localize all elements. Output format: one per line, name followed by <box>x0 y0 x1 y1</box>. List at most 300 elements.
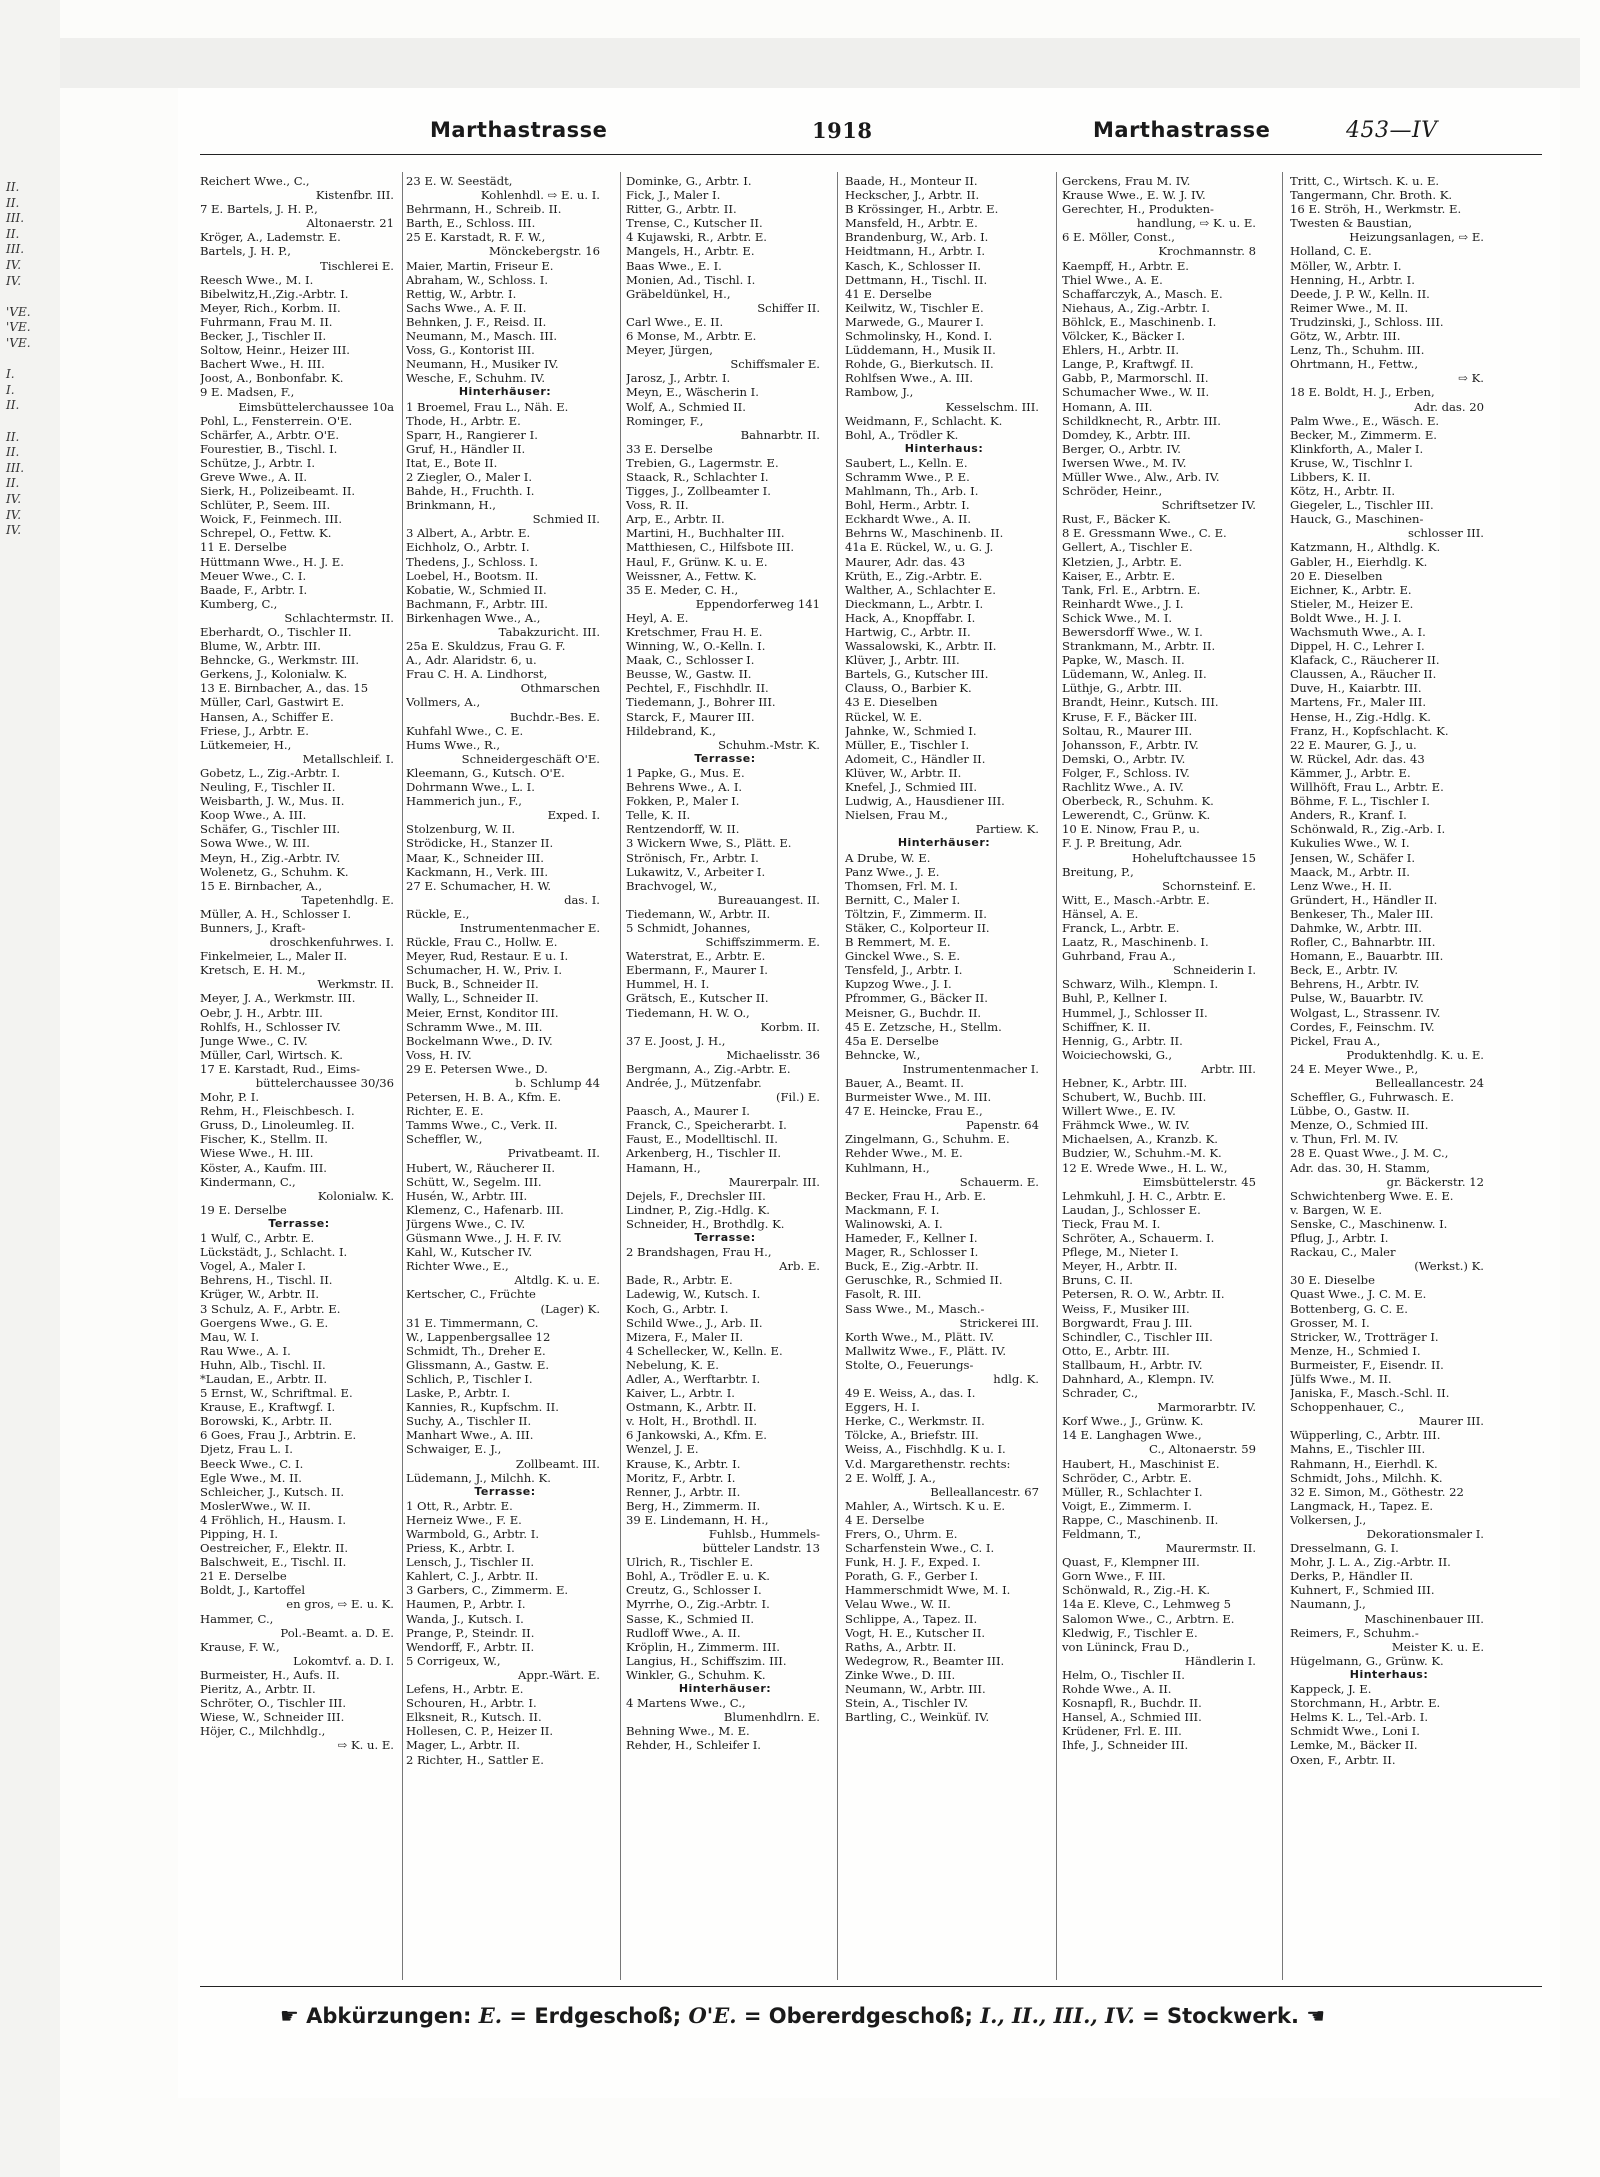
directory-entry: 4 Schellecker, W., Kelln. E. <box>626 1343 783 1358</box>
directory-entry: Bohl, Herm., Arbtr. I. <box>845 498 970 513</box>
directory-entry: Wesche, F., Schuhm. IV. <box>406 371 546 386</box>
directory-entry: Dohrmann Wwe., L. I. <box>406 780 535 795</box>
directory-entry: 41a E. Rückel, W., u. G. J. <box>845 540 994 555</box>
directory-entry: Borgwardt, Frau J. III. <box>1062 1315 1193 1330</box>
directory-entry: 43 E. Dieselben <box>845 695 938 710</box>
directory-entry-continuation: Schiffsmaler E. <box>730 357 820 372</box>
header-year: 1918 <box>812 118 873 143</box>
directory-entry: Bunners, J., Kraft- <box>200 920 306 935</box>
header-street-right: Marthastrasse <box>1093 118 1271 142</box>
directory-entry: Manhart Wwe., A. III. <box>406 1428 534 1443</box>
directory-entry: Heckscher, J., Arbtr. II. <box>845 188 980 203</box>
directory-entry: Menze, O., Schmied III. <box>1290 1118 1429 1133</box>
directory-entry: Goergens Wwe., G. E. <box>200 1315 329 1330</box>
directory-entry: Rahmann, H., Eierhdl. K. <box>1290 1456 1438 1471</box>
directory-entry: Voigt, E., Zimmerm. I. <box>1062 1498 1192 1513</box>
directory-entry: Domdey, K., Arbtr. III. <box>1062 427 1191 442</box>
directory-entry: Tigges, J., Zollbeamter I. <box>626 484 771 499</box>
directory-entry: Krause Wwe., E. W. J. IV. <box>1062 188 1206 203</box>
directory-entry: v. Thun, Frl. M. IV. <box>1290 1132 1399 1147</box>
directory-entry: Heidtmann, H., Arbtr. I. <box>845 244 986 259</box>
directory-entry: Winkler, G., Schuhm. K. <box>626 1667 766 1682</box>
directory-entry: Schouren, H., Arbtr. I. <box>406 1696 537 1711</box>
directory-entry: Eggers, H. I. <box>845 1400 920 1415</box>
directory-entry: Loebel, H., Bootsm. II. <box>406 568 539 583</box>
directory-entry-continuation: Pol.-Beamt. a. D. E. <box>280 1625 394 1640</box>
directory-entry: Bohl, A., Trödler E. u. K. <box>626 1569 770 1584</box>
directory-entry: Schäfer, G., Tischler III. <box>200 822 341 837</box>
directory-entry: Willert Wwe., E. IV. <box>1062 1104 1176 1119</box>
directory-entry: Ihfe, J., Schneider III. <box>1062 1738 1189 1753</box>
directory-entry-continuation: Lokomtvf. a. D. I. <box>293 1653 394 1668</box>
directory-entry: Schaffarczyk, A., Masch. E. <box>1062 286 1223 301</box>
directory-entry: Guhrband, Frau A., <box>1062 949 1176 964</box>
directory-entry: Schubert, W., Buchb. III. <box>1062 1090 1207 1105</box>
directory-entry: Rehder Wwe., M. E. <box>845 1146 963 1161</box>
directory-entry-continuation: Eimsbüttelerstr. 45 <box>1142 1174 1256 1189</box>
directory-entry: Benkeser, Th., Maler III. <box>1290 906 1434 921</box>
directory-entry: Trudzinski, J., Schloss. III. <box>1290 314 1444 329</box>
directory-entry: Hennig, G., Arbtr. II. <box>1062 1033 1183 1048</box>
directory-entry: Brandenburg, W., Arb. I. <box>845 230 989 245</box>
header-street-left: Marthastrasse <box>430 118 608 142</box>
directory-entry: Hildebrand, K., <box>626 723 716 738</box>
directory-entry: Bartling, C., Weinküf. IV. <box>845 1710 990 1725</box>
directory-entry-continuation: ⇨ K. u. E. <box>337 1738 394 1753</box>
directory-entry: Tiedemann, W., Arbtr. II. <box>626 906 771 921</box>
directory-entry: Brinkmann, H., <box>406 498 496 513</box>
directory-entry: 1 Ott, R., Arbtr. E. <box>406 1498 513 1513</box>
section-heading: Hinterhaus: <box>904 441 984 455</box>
directory-entry: Neumann, W., Arbtr. III. <box>845 1682 986 1697</box>
directory-entry-continuation: Michaelisstr. 36 <box>726 1047 820 1062</box>
directory-entry: Jahnke, W., Schmied I. <box>845 723 977 738</box>
directory-entry: Petersen, R. O. W., Arbtr. II. <box>1062 1287 1225 1302</box>
directory-entry: Saubert, L., Kelln. E. <box>845 455 968 470</box>
directory-entry: Papke, W., Masch. II. <box>1062 653 1185 668</box>
directory-entry: Lüddemann, H., Musik II. <box>845 343 996 358</box>
directory-entry: Neuling, F., Tischler II. <box>200 780 336 795</box>
directory-entry: Lenz Wwe., H. II. <box>1290 878 1392 893</box>
directory-entry: Dippel, H. C., Lehrer I. <box>1290 639 1425 654</box>
directory-entry: Koop Wwe., A. III. <box>200 808 307 823</box>
directory-entry: Mager, R., Schlosser I. <box>845 1245 979 1260</box>
directory-entry: Wendorff, F., Arbtr. II. <box>406 1639 535 1654</box>
directory-entry: Rust, F., Bäcker K. <box>1062 512 1171 527</box>
directory-entry: Gründert, H., Händler II. <box>1290 892 1438 907</box>
directory-entry: Iwersen Wwe., M. IV. <box>1062 455 1187 470</box>
directory-entry: Beck, E., Arbtr. IV. <box>1290 963 1399 978</box>
directory-entry: Herneiz Wwe., F. E. <box>406 1512 522 1527</box>
directory-entry: von Lüninck, Frau D., <box>1062 1639 1190 1654</box>
directory-entry: Barth, E., Schloss. III. <box>406 216 536 231</box>
directory-entry: Egle Wwe., M. II. <box>200 1470 302 1485</box>
directory-entry-continuation: Papenstr. 64 <box>966 1118 1039 1133</box>
directory-entry: Maack, M., Arbtr. II. <box>1290 864 1410 879</box>
directory-entry-continuation: Arbtr. III. <box>1200 1061 1256 1076</box>
directory-entry: Arp, E., Arbtr. II. <box>626 512 725 527</box>
directory-entry-continuation: Zollbeamt. III. <box>515 1456 600 1471</box>
directory-entry: Rohde, G., Bierkutsch. II. <box>845 357 994 372</box>
directory-entry: Hack, A., Knopffabr. I. <box>845 610 976 625</box>
margin-fragment: II. <box>6 445 20 460</box>
directory-entry: v. Holt, H., Brothdl. II. <box>626 1414 758 1429</box>
directory-entry-continuation: Maurerpalr. III. <box>728 1174 820 1189</box>
directory-entry-continuation: Schriftsetzer IV. <box>1161 498 1256 513</box>
directory-entry-continuation: Altdlg. K. u. E. <box>514 1273 600 1288</box>
directory-entry: Bergmann, A., Zig.-Arbtr. E. <box>626 1061 791 1076</box>
directory-entry: Rudloff Wwe., A. II. <box>626 1625 741 1640</box>
directory-entry: Buck, E., Zig.-Arbtr. II. <box>845 1259 979 1274</box>
directory-entry: Claussen, A., Räucher II. <box>1290 667 1437 682</box>
directory-entry: Lenz, Th., Schuhm. III. <box>1290 343 1425 358</box>
directory-entry: Strönisch, Fr., Arbtr. I. <box>626 850 759 865</box>
directory-entry: 15 E. Birnbacher, A., <box>200 878 323 893</box>
directory-entry: Abraham, W., Schloss. I. <box>406 272 549 287</box>
directory-entry: Sierk, H., Polizeibeamt. II. <box>200 484 356 499</box>
directory-entry: Tritt, C., Wirtsch. K. u. E. <box>1290 174 1440 188</box>
directory-entry: 7 E. Bartels, J. H. P., <box>200 202 318 217</box>
directory-entry: Ohrtmann, H., Fettw., <box>1290 357 1419 372</box>
directory-entry: Kötz, H., Arbtr. II. <box>1290 484 1396 499</box>
directory-entry: Strödicke, H., Stanzer II. <box>406 836 554 851</box>
directory-entry: 12 E. Wrede Wwe., H. L. W., <box>1062 1160 1228 1175</box>
directory-entry: Weidmann, F., Schlacht. K. <box>845 413 1003 428</box>
directory-entry-continuation: Mönckebergstr. 16 <box>489 244 600 259</box>
directory-entry: Hauck, G., Maschinen- <box>1290 512 1424 527</box>
directory-entry-continuation: Kohlenhdl. ⇨ E. u. I. <box>480 188 600 203</box>
directory-entry: Kuhfahl Wwe., C. E. <box>406 723 524 738</box>
directory-entry: Prange, P., Steindr. II. <box>406 1625 535 1640</box>
directory-entry: 11 E. Derselbe <box>200 540 287 555</box>
directory-entry: Bachmann, F., Arbtr. III. <box>406 596 548 611</box>
directory-entry: Behnken, J. F., Reisd. II. <box>406 314 547 329</box>
directory-entry: 25a E. Skuldzus, Frau G. F. <box>406 639 566 654</box>
directory-entry: Schramm Wwe., M. III. <box>406 1019 543 1034</box>
directory-entry: Bibelwitz,H.,Zig.-Arbtr. I. <box>200 286 349 301</box>
directory-entry: Bartels, G., Kutscher III. <box>845 667 989 682</box>
directory-entry: Tieck, Frau M. I. <box>1062 1216 1161 1231</box>
column-3 <box>626 174 824 1974</box>
directory-entry: Hansen, A., Schiffer E. <box>200 709 334 724</box>
directory-entry: Hubert, W., Räucherer II. <box>406 1160 556 1175</box>
directory-entry: Schumacher Wwe., W. II. <box>1062 385 1210 400</box>
directory-entry: Kukulies Wwe., W. I. <box>1290 836 1410 851</box>
directory-entry: Korth Wwe., M., Plätt. IV. <box>845 1329 995 1344</box>
directory-entry: 6 Monse, M., Arbtr. E. <box>626 329 757 344</box>
directory-entry-continuation: Schlachtermstr. II. <box>284 610 394 625</box>
directory-entry: Schick Wwe., M. I. <box>1062 610 1173 625</box>
directory-entry: Mahler, A., Wirtsch. K u. E. <box>845 1498 1006 1513</box>
directory-entry: Hammerschmidt Wwe, M. I. <box>845 1583 1011 1598</box>
directory-entry: Behrmann, H., Schreib. II. <box>406 202 562 217</box>
directory-entry: Telle, K. II. <box>626 808 691 823</box>
directory-entry: Rohlfsen Wwe., A. III. <box>845 371 974 386</box>
directory-entry: 5 Schmidt, Johannes, <box>626 920 751 935</box>
directory-entry: Vogel, A., Maler I. <box>200 1259 306 1274</box>
directory-entry-continuation: Korbm. II. <box>760 1019 820 1034</box>
directory-entry: Fick, J., Maler I. <box>626 188 721 203</box>
directory-entry: Krause, K., Arbtr. I. <box>626 1456 741 1471</box>
section-heading: Terrasse: <box>268 1216 330 1230</box>
directory-entry: Kuhnert, F., Schmied III. <box>1290 1583 1435 1598</box>
directory-entry: Joost, A., Bonbonfabr. K. <box>200 371 344 386</box>
directory-entry: 45a E. Derselbe <box>845 1033 939 1048</box>
section-heading: Hinterhaus: <box>1349 1667 1429 1681</box>
column-divider <box>1056 172 1057 1980</box>
directory-entry: Pipping, H. I. <box>200 1527 279 1541</box>
directory-entry: Neumann, M., Masch. III. <box>406 329 558 344</box>
directory-entry: Pflug, J., Arbtr. I. <box>1290 1231 1389 1246</box>
directory-entry: Wolenetz, G., Schuhm. K. <box>200 864 349 879</box>
margin-fragment: II. <box>6 398 20 413</box>
directory-entry: Twesten & Baustian, <box>1290 216 1413 231</box>
directory-entry: Menze, H., Schmied I. <box>1290 1343 1421 1358</box>
directory-entry: Frers, O., Uhrm. E. <box>845 1527 958 1541</box>
directory-entry: Folger, F., Schloss. IV. <box>1062 765 1190 780</box>
directory-entry: Volkersen, J., <box>1290 1512 1367 1527</box>
directory-entry: A Drube, W. E. <box>845 850 931 865</box>
directory-entry: Warmbold, G., Arbtr. I. <box>406 1527 540 1541</box>
directory-entry: Köster, A., Kaufm. III. <box>200 1160 327 1175</box>
directory-entry-continuation: Werkmstr. II. <box>317 977 394 992</box>
directory-entry-continuation: Othmarschen <box>520 681 600 696</box>
directory-entry: Kruse, W., Tischlnr I. <box>1290 455 1413 470</box>
margin-fragment: IV. <box>6 492 22 506</box>
directory-entry: Wiese Wwe., H. III. <box>200 1146 314 1161</box>
directory-entry: Kruse, F. F., Bäcker III. <box>1062 709 1198 724</box>
directory-entry: Scharfenstein Wwe., C. I. <box>845 1541 995 1556</box>
directory-entry: Brandt, Heinr., Kutsch. III. <box>1062 695 1219 710</box>
directory-entry-continuation: Altonaerstr. 21 <box>306 216 394 231</box>
directory-entry: Klüver, J., Arbtr. III. <box>845 653 960 668</box>
directory-entry: Bernitt, C., Maler I. <box>845 892 961 907</box>
directory-entry: Friese, J., Arbtr. E. <box>200 723 309 738</box>
directory-entry: Soltow, Heinr., Heizer III. <box>200 343 350 358</box>
directory-entry: Hameder, F., Kellner I. <box>845 1231 978 1246</box>
directory-entry: Vollmers, A., <box>406 695 481 710</box>
directory-entry-continuation: Maurer III. <box>1418 1414 1484 1429</box>
header-page-number: 453—IV <box>1346 118 1438 143</box>
directory-entry: Stäker, C., Kolporteur II. <box>845 920 990 935</box>
directory-entry: Oxen, F., Arbtr. II. <box>1290 1752 1396 1767</box>
directory-entry: Behrens Wwe., A. I. <box>626 780 743 795</box>
directory-entry: 10 E. Ninow, Frau P., u. <box>1062 822 1200 837</box>
directory-entry: Andrée, J., Mützenfabr. <box>626 1076 762 1090</box>
directory-entry: Bockelmann Wwe., D. IV. <box>406 1033 553 1048</box>
directory-entry: Lüdemann, W., Anleg. II. <box>1062 667 1207 682</box>
directory-entry: Tiedemann, J., Bohrer III. <box>626 695 776 710</box>
directory-entry-continuation: Dekorationsmaler I. <box>1366 1527 1484 1541</box>
directory-entry: Meyer, Rud, Restaur. E u. I. <box>406 949 569 964</box>
directory-entry-continuation: en gros, ⇨ E. u. K. <box>286 1597 394 1612</box>
directory-entry: Woick, F., Feinmech. III. <box>200 512 343 527</box>
directory-entry: Kledwig, F., Tischler E. <box>1062 1625 1198 1640</box>
directory-entry: A., Adr. Alaridstr. 6, u. <box>406 653 537 668</box>
directory-entry: Hummel, J., Schlosser II. <box>1062 1005 1208 1020</box>
directory-entry: Becker, Frau H., Arb. E. <box>845 1188 987 1203</box>
section-heading: Terrasse: <box>474 1484 536 1498</box>
directory-entry-continuation: Appr.-Wärt. E. <box>518 1667 600 1682</box>
directory-entry: Kaempff, H., Arbtr. E. <box>1062 258 1189 273</box>
directory-entry: Stallbaum, H., Arbtr. IV. <box>1062 1357 1203 1372</box>
directory-entry: Rohde Wwe., A. II. <box>1062 1682 1172 1697</box>
directory-entry: Schönwald, R., Zig.-Arb. I. <box>1290 822 1446 837</box>
margin-fragment: I. <box>6 382 15 397</box>
directory-entry: F. J. P. Breitung, Adr. <box>1062 836 1183 851</box>
directory-entry: Salomon Wwe., C., Arbtrn. E. <box>1062 1611 1235 1626</box>
directory-entry: Michaelsen, A., Kranzb. K. <box>1062 1132 1218 1147</box>
directory-entry: Sass Wwe., M., Masch.- <box>845 1301 985 1316</box>
directory-entry: Meier, Ernst, Konditor III. <box>406 1005 559 1020</box>
directory-entry: 3 Schulz, A. F., Arbtr. E. <box>200 1301 341 1316</box>
directory-entry: Nielsen, Frau M., <box>845 808 948 823</box>
directory-entry: Winning, W., O.-Kelln. I. <box>626 639 766 654</box>
directory-entry: Ladewig, W., Kutsch. I. <box>626 1287 761 1302</box>
directory-entry: Kämmer, J., Arbtr. E. <box>1290 765 1411 780</box>
directory-entry: Kretschmer, Frau H. E. <box>626 625 763 639</box>
directory-entry-continuation: Fuhlsb., Hummels- <box>708 1527 820 1541</box>
directory-entry: Bachert Wwe., H. III. <box>200 357 325 372</box>
directory-entry: Moritz, F., Arbtr. I. <box>626 1470 736 1485</box>
directory-entry: Glissmann, A., Gastw. E. <box>406 1357 550 1372</box>
directory-entry: Mackmann, F. I. <box>845 1202 940 1217</box>
directory-entry: Blume, W., Arbtr. III. <box>200 639 321 654</box>
directory-entry-continuation: Instrumentenmacher I. <box>902 1061 1039 1076</box>
directory-entry: Scheffler, G., Fuhrwasch. E. <box>1290 1090 1454 1105</box>
directory-entry: Kumberg, C., <box>200 596 278 611</box>
directory-entry-continuation: Belleallancestr. 67 <box>930 1484 1039 1499</box>
footer-abbrev-floors-desc: = Stockwerk. <box>1142 2004 1299 2028</box>
directory-entry: Koch, G., Arbtr. I. <box>626 1301 729 1316</box>
directory-entry: Hummel, H. I. <box>626 977 710 992</box>
directory-entry: Adler, A., Werftarbtr. I. <box>626 1371 761 1386</box>
directory-entry-continuation: Kesselschm. III. <box>945 399 1039 414</box>
directory-entry: Reinhardt Wwe., J. I. <box>1062 596 1184 611</box>
directory-entry: Gorn Wwe., F. III. <box>1062 1569 1166 1584</box>
directory-entry: Lefens, H., Arbtr. E. <box>406 1682 524 1697</box>
directory-entry-continuation: Blumenhdlrn. E. <box>723 1710 820 1725</box>
directory-entry: Hänsel, A. E. <box>1062 906 1139 921</box>
directory-entry-continuation: gr. Bäckerstr. 12 <box>1386 1174 1484 1189</box>
directory-entry: Gruf, H., Händler II. <box>406 441 526 456</box>
directory-entry: Rachlitz Wwe., A. IV. <box>1062 780 1184 795</box>
directory-entry: Dettmann, H., Tischl. II. <box>845 272 988 287</box>
top-margin-band <box>60 38 1580 88</box>
directory-entry: Staack, R., Schlachter I. <box>626 469 769 484</box>
directory-entry: Kackmann, H., Verk. III. <box>406 864 549 879</box>
directory-entry-continuation: handlung, ⇨ K. u. E. <box>1136 216 1256 231</box>
directory-entry: Stein, A., Tischler IV. <box>845 1696 969 1711</box>
directory-entry: Deede, J. P. W., Kelln. II. <box>1290 286 1430 301</box>
directory-entry: Weissner, A., Fettw. K. <box>626 568 757 583</box>
directory-entry: Weiss, F., Musiker III. <box>1062 1301 1190 1316</box>
directory-entry: Langmack, H., Tapez. E. <box>1290 1498 1434 1513</box>
directory-entry: Berg, H., Zimmerm. II. <box>626 1498 761 1513</box>
directory-entry-continuation: (Werkst.) K. <box>1414 1259 1484 1274</box>
directory-entry-continuation: Partiew. K. <box>975 822 1039 837</box>
directory-entry: Krause, F. W., <box>200 1639 280 1654</box>
directory-entry: Keilwitz, W., Tischler E. <box>845 300 984 315</box>
footer-abbrev-e: E. <box>478 2003 503 2028</box>
column-4 <box>845 174 1043 1974</box>
directory-entry: Eckhardt Wwe., A. II. <box>845 512 972 527</box>
directory-entry: 6 Jankowski, A., Kfm. E. <box>626 1428 767 1443</box>
directory-entry: Rohlfs, H., Schlosser IV. <box>200 1019 341 1034</box>
directory-entry: V.d. Margarethenstr. rechts: <box>845 1456 1011 1471</box>
directory-entry: Kappeck, J. E. <box>1290 1682 1372 1697</box>
directory-entry: Niehaus, A., Zig.-Arbtr. I. <box>1062 300 1210 315</box>
directory-entry: Schlich, P., Tischler I. <box>406 1371 533 1386</box>
section-heading: Hinterhäuser: <box>678 1682 772 1696</box>
directory-entry: Wiese, W., Schneider III. <box>200 1710 345 1725</box>
directory-entry: Maak, C., Schlosser I. <box>626 653 755 668</box>
directory-entry: Tank, Frl. E., Arbtrn. E. <box>1062 582 1201 597</box>
footer-abbrev-oe: O'E. <box>688 2003 737 2028</box>
directory-entry: Tangermann, Chr. Broth. K. <box>1290 188 1453 203</box>
directory-entry: Ebermann, F., Maurer I. <box>626 963 768 978</box>
directory-entry-continuation: hdlg. K. <box>993 1371 1039 1386</box>
directory-entry: Schwaiger, E. J., <box>406 1442 502 1457</box>
directory-entry: Fischer, K., Stellm. II. <box>200 1132 328 1147</box>
directory-entry: Dahmke, W., Arbtr. III. <box>1290 920 1422 935</box>
directory-entry-continuation: Arb. E. <box>779 1259 820 1274</box>
directory-entry: Faust, E., Modelltischl. II. <box>626 1132 778 1147</box>
directory-entry: 3 Wickern Wwe, S., Plätt. E. <box>626 836 792 851</box>
directory-entry: 35 E. Meder, C. H., <box>626 582 739 597</box>
directory-entry: Raths, A., Arbtr. II. <box>845 1639 957 1654</box>
directory-entry: Bauer, A., Beamt. II. <box>845 1076 964 1090</box>
directory-entry: Böhlck, E., Maschinenb. I. <box>1062 314 1217 329</box>
directory-entry: Lensch, J., Tischler II. <box>406 1555 535 1570</box>
directory-entry: 4 E. Derselbe <box>845 1512 925 1527</box>
directory-entry-continuation: Bahnarbtr. II. <box>740 427 820 442</box>
directory-entry: Pflege, M., Nieter I. <box>1062 1245 1179 1260</box>
directory-entry: Meuer Wwe., C. I. <box>200 568 307 583</box>
directory-entry: Franz, H., Kopfschlacht. K. <box>1290 723 1449 738</box>
directory-entry: Oebr, J. H., Arbtr. III. <box>200 1005 323 1020</box>
margin-fragment: I. <box>6 367 15 382</box>
directory-entry: Witt, E., Masch.-Arbtr. E. <box>1062 892 1210 907</box>
directory-entry: Richter, E. E. <box>406 1104 484 1119</box>
directory-entry: Haul, F., Grünw. K. u. E. <box>626 554 768 569</box>
directory-entry: Ginckel Wwe., S. E. <box>845 949 961 964</box>
directory-entry: Schoppenhauer, C., <box>1290 1400 1405 1415</box>
margin-fragment: III. <box>6 242 25 257</box>
directory-entry: Thomsen, Frl. M. I. <box>845 878 958 893</box>
directory-entry: Eberhardt, O., Tischler II. <box>200 625 352 639</box>
directory-entry-continuation: C., Altonaerstr. 59 <box>1148 1442 1256 1457</box>
directory-entry: Helms K. L., Tel.-Arb. I. <box>1290 1710 1429 1725</box>
section-heading: Hinterhäuser: <box>458 385 552 399</box>
directory-entry: Rappe, C., Maschinenb. II. <box>1062 1512 1219 1527</box>
directory-entry: Müller, Carl, Gastwirt E. <box>200 695 345 710</box>
directory-entry: Grätsch, E., Kutscher II. <box>626 991 769 1006</box>
directory-entry: Bruns, C. II. <box>1062 1273 1133 1288</box>
directory-entry: Meyer, Rich., Korbm. II. <box>200 300 341 315</box>
directory-entry: Meyer, H., Arbtr. II. <box>1062 1259 1178 1274</box>
directory-entry: Henning, H., Arbtr. I. <box>1290 272 1415 287</box>
directory-entry-continuation: Eppendorferweg 141 <box>695 596 820 611</box>
directory-entry: Kertscher, C., Früchte <box>406 1287 536 1302</box>
directory-entry: Schmidt, Th., Dreher E. <box>406 1343 546 1358</box>
directory-entry-continuation: Tapetenhdlg. E. <box>301 892 394 907</box>
directory-entry: Lütkemeier, H., <box>200 737 292 752</box>
directory-entry: Junge Wwe., C. IV. <box>200 1033 308 1048</box>
directory-entry: Lange, P., Kraftwgf. II. <box>1062 357 1194 372</box>
directory-entry: Rückle, E., <box>406 906 470 921</box>
directory-entry: Krause, E., Kraftwgf. I. <box>200 1400 336 1415</box>
